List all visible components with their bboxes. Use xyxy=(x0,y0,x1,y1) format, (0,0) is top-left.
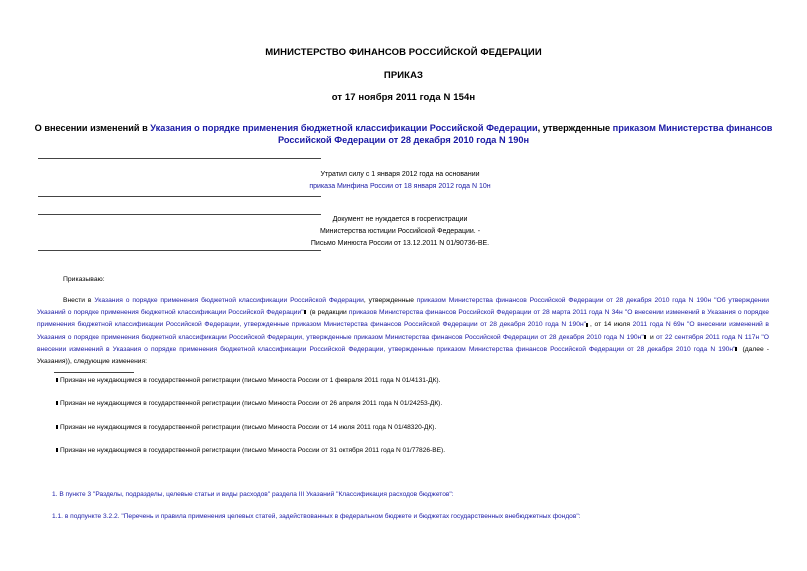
p1-start: Внести в xyxy=(63,297,95,304)
notice-registration-line3: Письмо Минюста России от 13.12.2011 N 01/90736-ВЕ. xyxy=(310,240,490,247)
p1-mid1: , утвержденные xyxy=(363,297,417,304)
footnote-3 xyxy=(56,424,436,431)
footnote-separator xyxy=(54,372,134,373)
footnote-marker xyxy=(56,401,58,405)
p1-end: (далее - Указания)), следующие изменения: xyxy=(37,345,769,366)
p1-mid4: и xyxy=(647,333,656,341)
item-1-1-link[interactable]: 1.1. в подпункте 3.2.2. "Перечень и правила применения целевых статей, задействованных в федеральном бюджете и бюджетах государственных внебюджетных фондов": xyxy=(52,513,581,520)
p1-link-prikaz-34n[interactable]: приказов Министерства финансов Российской Федерации от 28 марта 2011 года N 34н "О внесении изменений в Указания о порядке применения бюджетной классификации Российской Федерации, утвержденные приказом Министерства финансов Российской Федерации от 28 декабря 2010 года N 190н" xyxy=(37,309,769,329)
footnote-3-text: Признан не нуждающимся в государственной регистрации (письмо Минюста России от 14 июля 2011 года N 01/48320-ДК). xyxy=(60,424,437,431)
notice-lost-force xyxy=(200,169,600,193)
doc-date-number: от 17 ноября 2011 года N 154н xyxy=(331,92,476,103)
notice-lost-force-link[interactable]: приказа Минфина России от 18 января 2012 года N 10н xyxy=(309,183,491,190)
footnote-4-text: Признан не нуждающимся в государственной регистрации (письмо Минюста России от 31 октября 2011 года N 01/77826-ВЕ). xyxy=(60,447,446,454)
footnote-2-text: Признан не нуждающимся в государственной регистрации (письмо Минюста России от 26 апреля 2011 года N 01/24253-ДК). xyxy=(60,400,443,407)
footnote-marker xyxy=(644,335,646,339)
footnote-4 xyxy=(56,447,445,454)
footnote-marker xyxy=(304,310,306,314)
p1-link-prikaz-190n[interactable]: приказом Министерства финансов Российской Федерации от 28 декабря 2010 года N 190н xyxy=(416,297,712,304)
item-1-link[interactable]: 1. В пункте 3 "Разделы, подразделы, целевые статьи и виды расходов" раздела III Указаний "Классификация расходов бюджетов": xyxy=(52,491,454,498)
p1-link-prikaz-69n[interactable]: 2011 года N 69н "О внесении изменений в Указания о порядке применения бюджетной классификации Российской Федерации, утвержденные приказом Министерства финансов Российской Федерации от 28 декабря 2010 года N 190н" xyxy=(37,321,769,341)
p1-mid3: , от 14 июля xyxy=(590,321,633,329)
title-prefix: О внесении изменений в xyxy=(34,123,151,133)
footnote-marker xyxy=(735,347,737,351)
footnote-1 xyxy=(56,377,440,384)
separator-line xyxy=(38,158,321,159)
notice-registration-line1: Документ не нуждается в госрегистрации xyxy=(332,216,468,223)
footnote-marker xyxy=(56,425,58,429)
order-word: Приказываю: xyxy=(63,276,105,283)
footnote-marker xyxy=(56,378,58,382)
separator-line xyxy=(38,250,321,251)
footnote-1-text: Признан не нуждающимся в государственной регистрации (письмо Минюста России от 1 февраля 2011 года N 01/4131-ДК). xyxy=(60,377,441,384)
notice-lost-force-text: Утратил силу с 1 января 2012 года на основании xyxy=(320,171,480,178)
paragraph-main xyxy=(37,295,769,368)
doc-title xyxy=(0,122,807,146)
p1-mid2: (в редакции xyxy=(307,309,349,317)
p1-link-ob-utverzhdenii[interactable]: "Об утверждении Указаний о порядке применения бюджетной классификации Российской Федерации" xyxy=(37,297,769,317)
footnote-marker xyxy=(586,323,588,327)
p1-link-ukazaniya[interactable]: Указания о порядке применения бюджетной классификации Российской Федерации xyxy=(94,297,364,304)
title-middle: , утвержденные xyxy=(537,123,613,133)
footnote-marker xyxy=(56,448,58,452)
title-link-ukazaniya[interactable]: Указания о порядке применения бюджетной классификации Российской Федерации xyxy=(150,123,538,133)
ministry-heading: МИНИСТЕРСТВО ФИНАНСОВ РОССИЙСКОЙ ФЕДЕРАЦИИ xyxy=(265,47,542,58)
title-link-prikaz-b[interactable]: Российской Федерации от 28 декабря 2010 года N 190н xyxy=(277,135,530,145)
title-link-prikaz-a[interactable]: приказом Министерства финансов xyxy=(612,123,773,133)
separator-line xyxy=(38,196,321,197)
notice-registration-line2: Министерства юстиции Российской Федерации. - xyxy=(319,228,481,235)
footnote-2 xyxy=(56,400,442,407)
notice-registration xyxy=(200,214,600,250)
doc-type: ПРИКАЗ xyxy=(383,70,424,81)
p1-link-prikaz-117n[interactable]: от 22 сентября 2011 года N 117н "О внесении изменений в Указания о порядке применения бюджетной классификации Российской Федерации, утвержденные приказом Министерства финансов Российской Федерации от 28 декабря 2010 года N 190н" xyxy=(37,333,769,353)
